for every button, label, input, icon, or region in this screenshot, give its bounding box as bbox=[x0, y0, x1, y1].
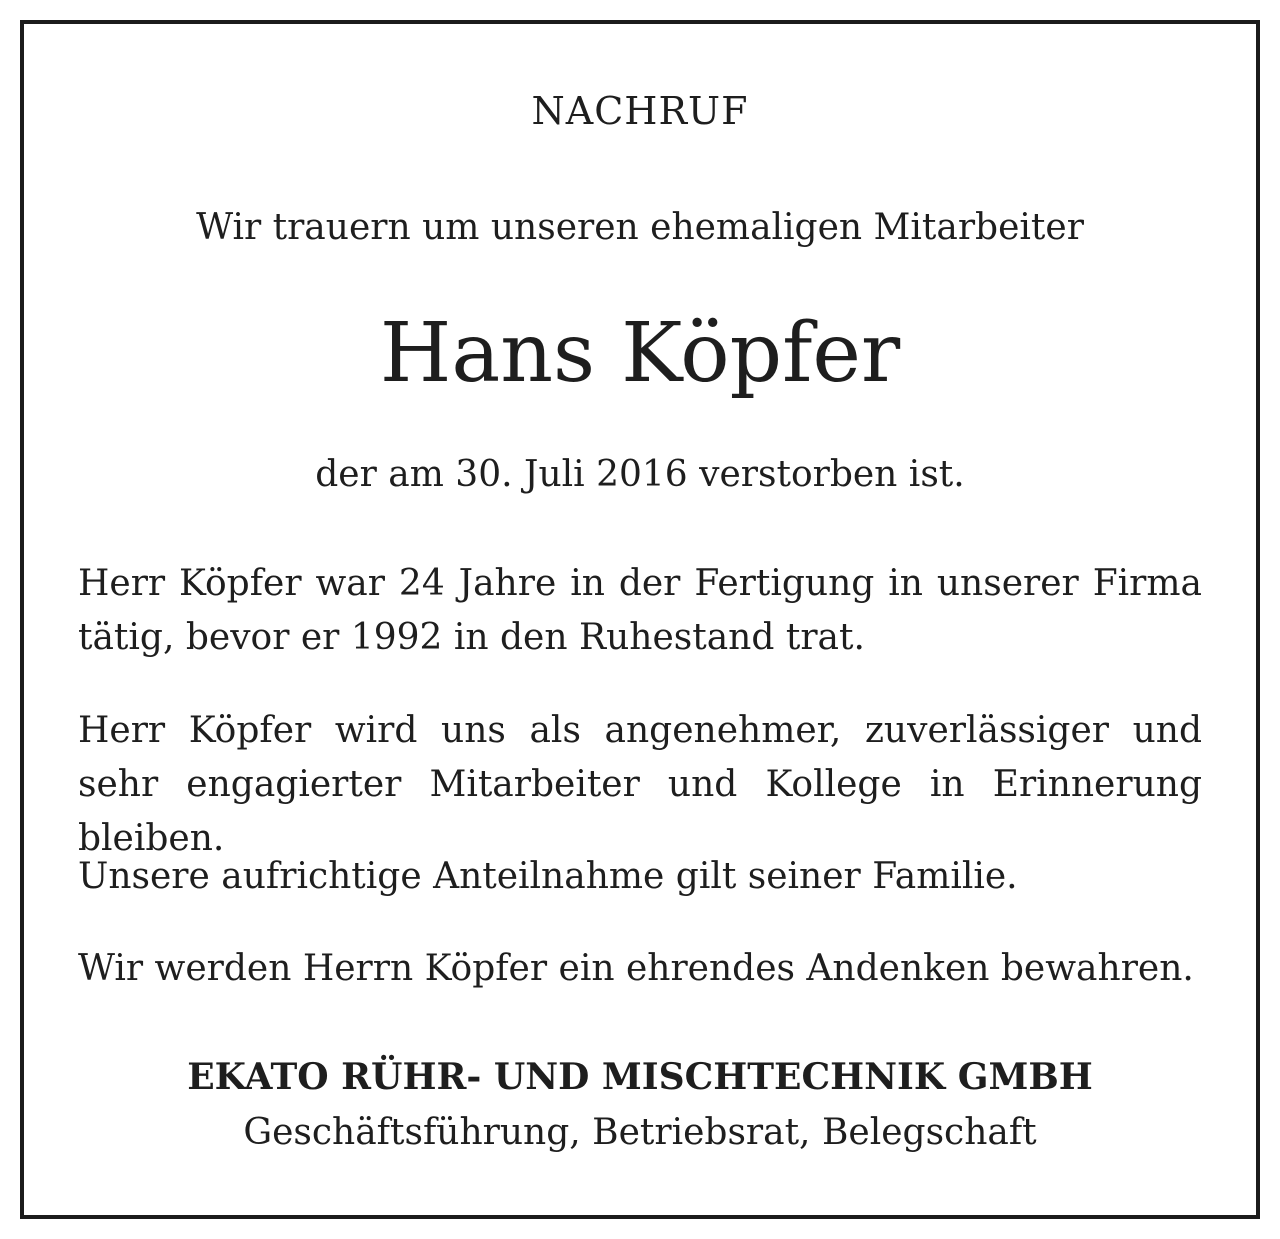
paragraph-career: Herr Köpfer war 24 Jahre in der Fertigung in unserer Firma tätig, bevor er 1992 in den Ruhestand trat. bbox=[78, 563, 1202, 658]
company-name: EKATO RÜHR- UND MISCHTECHNIK GMBH bbox=[187, 1056, 1093, 1098]
death-date-line: der am 30. Juli 2016 verstorben ist. bbox=[315, 454, 965, 495]
deceased-name: Hans Köpfer bbox=[379, 306, 901, 401]
notice-heading: NACHRUF bbox=[531, 89, 749, 133]
intro-line: Wir trauern um unseren ehemaligen Mitarbeiter bbox=[196, 207, 1084, 248]
paragraph-condolence: Unsere aufrichtige Anteilnahme gilt seiner Familie. bbox=[78, 856, 1018, 897]
signers-line: Geschäftsführung, Betriebsrat, Belegschaft bbox=[243, 1112, 1037, 1153]
paragraph-remembrance: Herr Köpfer wird uns als angenehmer, zuverlässiger und sehr engagierter Mitarbeiter und Kollege in Erinnerung bleiben. bbox=[78, 710, 1202, 859]
paragraph-memory: Wir werden Herrn Köpfer ein ehrendes Andenken bewahren. bbox=[78, 948, 1194, 989]
obituary-notice bbox=[20, 20, 1260, 1219]
